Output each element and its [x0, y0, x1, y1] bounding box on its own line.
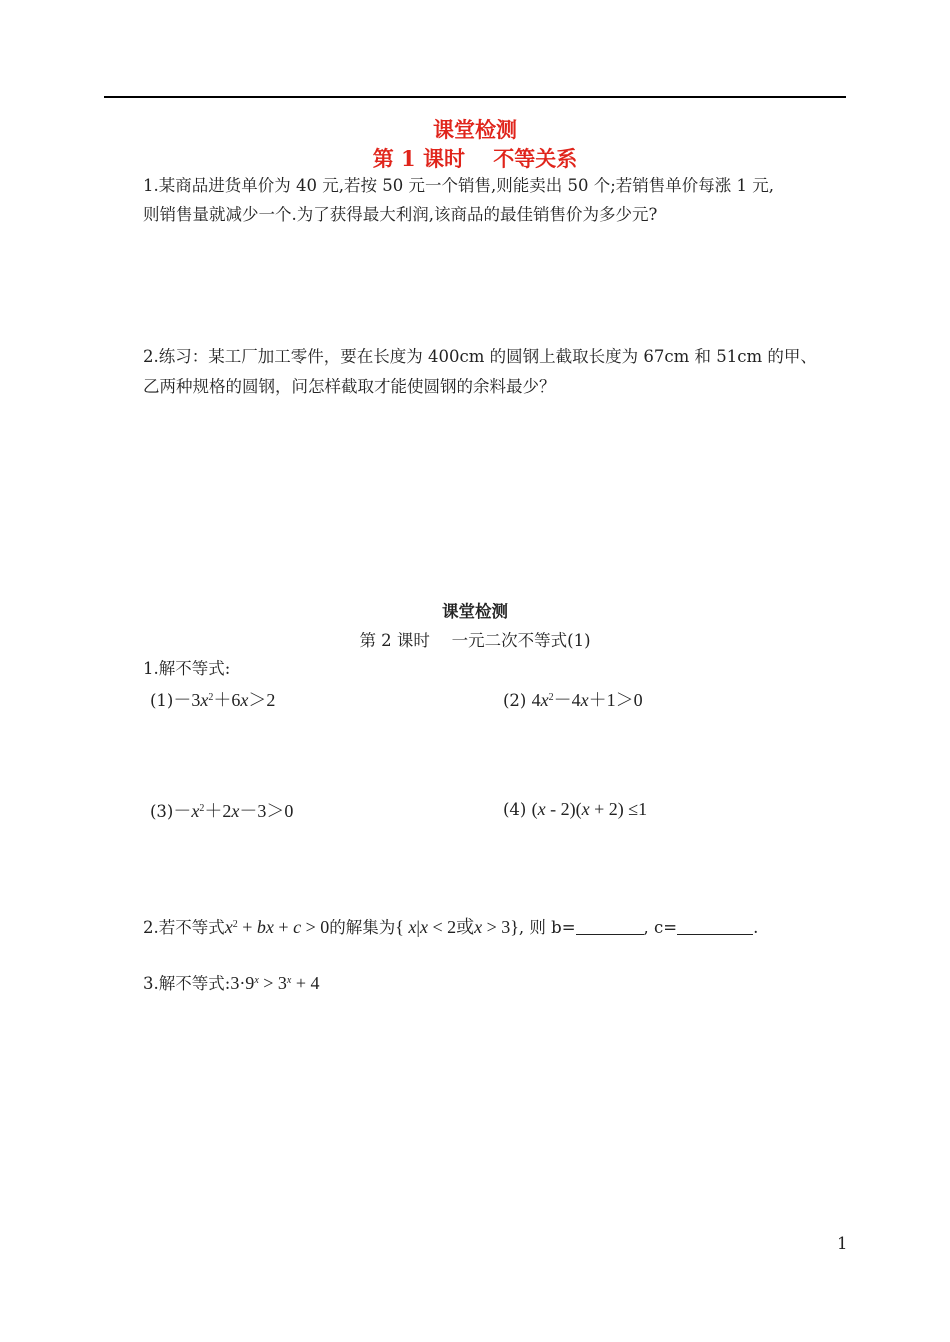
lesson2-q3 [143, 966, 320, 999]
q2-end: . [753, 918, 759, 937]
answer-blank-c[interactable] [677, 920, 753, 935]
lesson1-q2-line2: 乙两种规格的圆钢，问怎样截取才能使圆钢的余料最少？ [143, 377, 556, 396]
inequality-3: $(3)-x^2+2x-3>0$ [150, 801, 294, 821]
q3-inequality: $3\cdot 9^x > 3^x + 4$ [230, 973, 320, 993]
lesson2-subheading: 第 2 课时 一元二次不等式(1) [359, 631, 591, 650]
q2-mid: 的解集为 [329, 918, 396, 937]
inequality-4: (4) (x - 2)(x + 2) ≤1 [503, 799, 648, 819]
lesson1-q1-line1: 1.某商品进货单价为 40 元,若按 50 元一个销售,则能卖出 50 个;若销售单价每涨 1 元, [143, 176, 774, 195]
answer-blank-b[interactable] [576, 920, 644, 935]
page-number: 1 [837, 1234, 848, 1253]
lesson2-q1-title: 1.解不等式: [143, 659, 231, 678]
inequality-2-label: (2) [503, 691, 527, 710]
lesson1-q1-line2: 则销售量就减少一个.为了获得最大利润,该商品的最佳销售价为多少元? [143, 205, 658, 224]
q3-prefix: 3.解不等式: [143, 974, 231, 993]
lesson2-q2 [143, 910, 758, 943]
inequality-4-label: (4) [503, 800, 527, 819]
q2-c-label: , c= [643, 918, 678, 937]
lesson1-subheading: 第 1 课时 不等关系 [372, 146, 578, 171]
header-rule [104, 96, 846, 98]
inequality-1: $(1)-3x^2+6x>2$ [150, 690, 276, 710]
q2-b-label: , 则 b= [518, 918, 576, 937]
lesson2-heading: 课堂检测 [442, 602, 508, 621]
q2-prefix: 2.若不等式 [143, 918, 225, 937]
q2-solution-set: { x|x < 2或x > 3} [395, 917, 519, 937]
q2-inequality: $x^2$ + bx + c > 0 [224, 917, 330, 937]
inequality-3-label: (3) [150, 802, 174, 821]
inequality-1-label: (1) [150, 691, 174, 710]
lesson1-heading: 课堂检测 [433, 117, 517, 142]
inequality-2: (2) $4x^2-4x+1>0$ [503, 690, 643, 710]
lesson1-q2-line1: 2.练习：某工厂加工零件，要在长度为 400cm 的圆钢上截取长度为 67cm 和 51cm 的甲、 [143, 347, 817, 366]
